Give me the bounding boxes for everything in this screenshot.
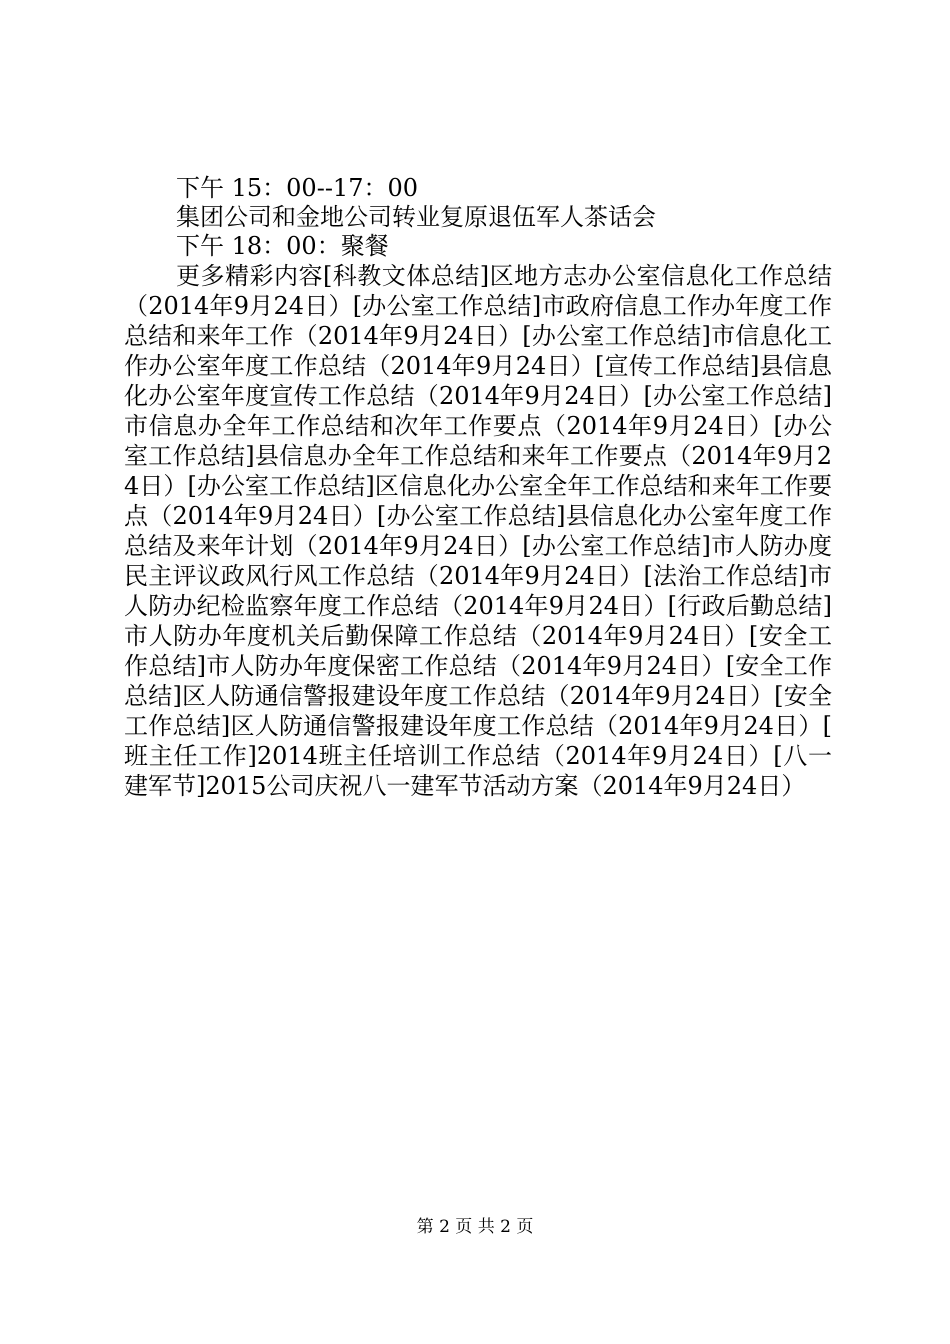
page-footer: 第 2 页 共 2 页 <box>416 1217 534 1237</box>
more-content-paragraph: 更多精彩内容[科教文体总结]区地方志办公室信息化工作总结（2014年9月24日）[办公室工作总结]市政府信息工作办年度工作总结和来年工作（2014年9月24日）[办公室工作总结]市信息化工作办公室年度工作总结（2014年9月24日）[宣传工作总结]县信息化办公室年度宣传工作总结（2014年9月24日）[办公室工作总结]市信息办全年工作总结和次年工作要点（2014年9月24日）[办公室工作总结]县信息办全年工作总结和来年工作要点（2014年9月24日）[办公室工作总结]区信息化办公室全年工作总结和来年工作要点（2014年9月24日）[办公室工作总结]县信息化办公室年度工作总结及来年计划（2014年9月24日）[办公室工作总结]市人防办度民主评议政风行风工作总结（2014年9月24日）[法治工作总结]市人防办纪检监察年度工作总结（2014年9月24日）[行政后勤总结]市人防办年度机关后勤保障工作总结（2014年9月24日）[安全工作总结]市人防办年度保密工作总结（2014年9月24日）[安全工作总结]区人防通信警报建设年度工作总结（2014年9月24日）[安全工作总结]区人防通信警报建设年度工作总结（2014年9月24日）[班主任工作]2014班主任培训工作总结（2014年9月24日）[八一建军节]2015公司庆祝八一建军节活动方案（2014年9月24日） <box>124 262 832 800</box>
schedule-tea-party-event: 集团公司和金地公司转业复原退伍军人茶话会 <box>176 203 656 231</box>
schedule-dinner-time: 下午 18：00：聚餐 <box>176 232 389 260</box>
document-body <box>124 174 832 801</box>
schedule-afternoon-time: 下午 15：00--17：00 <box>176 174 419 202</box>
